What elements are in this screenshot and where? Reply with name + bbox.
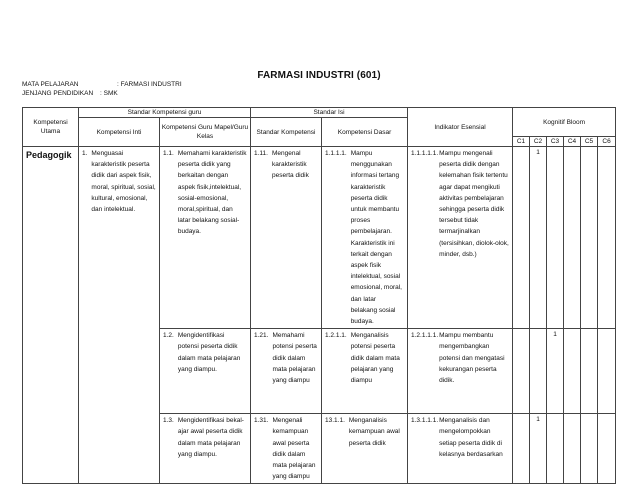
header-standar-isi: Standar Isi bbox=[251, 108, 408, 118]
item-text: Memahami potensi peserta didik dalam mata pelajaran yang diampu bbox=[272, 332, 317, 385]
item-number: 13.1.1. bbox=[325, 417, 345, 425]
competency-table bbox=[22, 107, 616, 484]
item-text: Mampu menggunakan informasi tertang karakteristik peserta didik untuk membantu proses pembelajaran. Karakteristik ini terkait dengan aspek fisik intelektual, sosial emosional, moral, dan latar belakang sosial budaya. bbox=[350, 150, 402, 326]
standar-kompetensi-cell bbox=[251, 329, 322, 414]
header-kompetensi-inti: Kompetensi Inti bbox=[79, 118, 160, 147]
header-standar-kompetensi: Standar Kompetensi bbox=[251, 118, 322, 147]
item-number: 1.3. bbox=[163, 417, 174, 425]
header-kompetensi-dasar: Kompetensi Dasar bbox=[322, 118, 408, 147]
item-number: 1.1. bbox=[163, 150, 174, 157]
level-c6-cell bbox=[598, 414, 616, 484]
level-c2-cell: 1 bbox=[530, 147, 547, 329]
level-c5-cell bbox=[581, 414, 598, 484]
item-number: 1.11. bbox=[254, 150, 268, 157]
level-c4-cell bbox=[564, 414, 581, 484]
document-title: FARMASI INDUSTRI (601) bbox=[257, 70, 381, 81]
item-text: Mengenali kemampuan awal peserta didik dalam mata pelajaran yang diampu bbox=[272, 417, 316, 481]
header-c1: C1 bbox=[513, 137, 530, 147]
meta-label: MATA PELAJARAN bbox=[22, 81, 79, 88]
item-text: Menganalisis potensi peserta didik dalam mata pelajaran yang diampu bbox=[350, 332, 400, 385]
indikator-cell bbox=[408, 414, 513, 484]
standar-kompetensi-cell bbox=[251, 414, 322, 484]
kompetensi-guru-cell bbox=[160, 414, 251, 484]
level-c1-cell bbox=[513, 329, 530, 414]
meta-value: : SMK bbox=[100, 90, 118, 97]
header-standar-kompetensi-guru: Standar Kompetensi guru bbox=[79, 108, 251, 118]
item-number: 1.1.1.1.1. bbox=[411, 150, 439, 157]
kompetensi-dasar-cell bbox=[322, 414, 408, 484]
item-text: Mampu mengenali peserta didik dengan kelemahan fisik tertentu agar dapat mengikuti aktivitas pembelajaran sehingga peserta didik tersebut tidak termarjinalkan (tersisihkan, diolok-olok, minder, dsb.) bbox=[439, 150, 509, 258]
item-text: Menganalisis kemampuan awal peserta didik bbox=[348, 417, 400, 447]
level-c2-cell: 1 bbox=[530, 414, 547, 484]
indikator-cell bbox=[408, 329, 513, 414]
level-c5-cell bbox=[581, 147, 598, 329]
kompetensi-utama-cell: Pedagogik bbox=[23, 147, 79, 484]
item-number: 1.2. bbox=[163, 332, 174, 340]
level-c4-cell bbox=[564, 147, 581, 329]
item-number: 1.21. bbox=[254, 332, 269, 340]
level-c6-cell bbox=[598, 329, 616, 414]
item-text: Menganalisis dan mengelompokkan setiap peserta didik di kelasnya berdasarkan bbox=[439, 417, 503, 458]
indikator-cell bbox=[408, 147, 513, 329]
header-c3: C3 bbox=[547, 137, 564, 147]
standar-kompetensi-cell bbox=[251, 147, 322, 329]
kompetensi-guru-cell bbox=[160, 329, 251, 414]
item-number: 1.1.1.1. bbox=[325, 150, 347, 157]
header-c4: C4 bbox=[564, 137, 581, 147]
item-number: 1. bbox=[82, 150, 88, 157]
level-c3-cell bbox=[547, 414, 564, 484]
header-c6: C6 bbox=[598, 137, 616, 147]
level-c2-cell bbox=[530, 329, 547, 414]
item-number: 1.2.1.1.1. bbox=[411, 332, 439, 340]
level-c1-cell bbox=[513, 414, 530, 484]
item-text: Memahami karakteristik peserta didik yang berkaitan dengan aspek fisik,intelektual, sosial-emosional, moral,spiritual, dan latar belakang sosial-budaya. bbox=[177, 150, 247, 236]
table-row bbox=[23, 147, 616, 329]
header-indikator: Indikator Esensial bbox=[408, 108, 513, 147]
header-kompetensi-guru: Kompetensi Guru Mapel/Guru Kelas bbox=[160, 118, 251, 147]
level-c3-cell: 1 bbox=[547, 329, 564, 414]
meta-subject bbox=[22, 81, 182, 88]
header-kompetensi-utama: Kompetensi Utama bbox=[23, 108, 79, 147]
kompetensi-dasar-cell bbox=[322, 147, 408, 329]
item-text: Mengidentifikasi potensi peserta didik dalam mata pelajaran yang diampu. bbox=[177, 332, 241, 373]
meta-label: JENJANG PENDIDIKAN bbox=[22, 90, 94, 97]
header-c2: C2 bbox=[530, 137, 547, 147]
header-kognitif-bloom: Kognitif Bloom bbox=[513, 108, 616, 137]
item-text: Mampu membantu mengembangkan potensi dan mengatasi kekurangan peserta didik. bbox=[439, 332, 505, 385]
kompetensi-guru-cell bbox=[160, 147, 251, 329]
item-number: 1.3.1.1.1. bbox=[411, 417, 439, 425]
item-text: Mengenal karakteristik peserta didik bbox=[271, 150, 309, 180]
meta-value: : FARMASI INDUSTRI bbox=[117, 81, 182, 88]
level-c4-cell bbox=[564, 329, 581, 414]
level-c3-cell bbox=[547, 147, 564, 329]
level-c1-cell bbox=[513, 147, 530, 329]
item-number: 1.31. bbox=[254, 417, 269, 425]
kompetensi-dasar-cell bbox=[322, 329, 408, 414]
meta-level bbox=[22, 90, 118, 97]
level-c5-cell bbox=[581, 329, 598, 414]
item-number: 1.2.1.1. bbox=[325, 332, 347, 340]
header-c5: C5 bbox=[581, 137, 598, 147]
level-c6-cell bbox=[598, 147, 616, 329]
kompetensi-inti-cell bbox=[79, 147, 160, 484]
item-text: Mengidentifikasi bekal- ajar awal peserta didik dalam mata pelajaran yang diampu. bbox=[177, 417, 244, 458]
item-text: Menguasai karakteristik peserta didik dari aspek fisik, moral, spiritual, sosial, kultural, emosional, dan intelektual. bbox=[91, 150, 156, 214]
